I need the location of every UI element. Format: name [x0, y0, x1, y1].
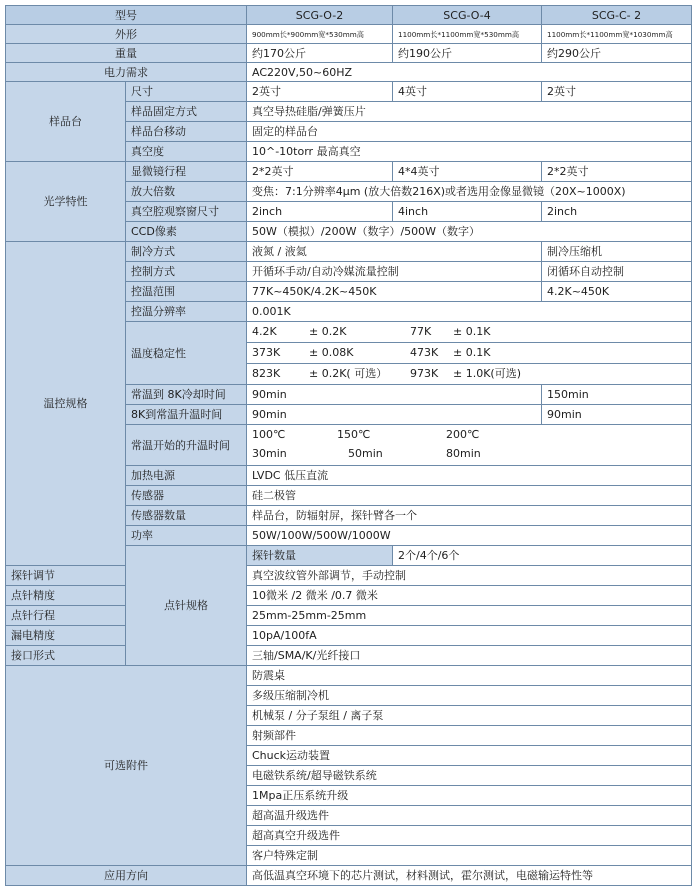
temp-cool-time-open: 90min — [247, 385, 542, 405]
accessories-category: 可选附件 — [6, 666, 247, 866]
temp-control-closed: 闭循环自动控制 — [542, 262, 692, 282]
temp-resolution-label: 控温分辨率 — [126, 302, 247, 322]
heat-temp: 100℃ — [252, 428, 286, 441]
application-value: 高低温真空环境下的芯片测试，材料测试，霍尔测试，电磁输运特性等 — [247, 866, 692, 886]
optics-magnification-value: 变焦：7:1分辨率4μm (放大倍数216X)或者选用金像显微镜（20X~1000X) — [247, 182, 692, 202]
temp-heat-time-label: 常温开始的升温时间 — [126, 425, 247, 466]
stage-size-3: 2英寸 — [542, 82, 692, 102]
temp-cooling-row — [6, 242, 692, 262]
accessory-item: 射频部件 — [247, 726, 692, 746]
optics-travel-1: 2*2英寸 — [247, 162, 393, 182]
stability-temp: 77K — [410, 325, 432, 338]
accessory-row — [6, 666, 692, 686]
shape-value-1: 900mm长*900mm宽*530mm高 — [247, 25, 393, 44]
temp-range-label: 控温范围 — [126, 282, 247, 302]
temp-sensor-label: 传感器 — [126, 486, 247, 506]
weight-value-3: 约290公斤 — [542, 44, 692, 63]
stage-vacuum-label: 真空度 — [126, 142, 247, 162]
heat-time: 30min — [252, 447, 287, 460]
stability-temp: 373K — [252, 346, 281, 359]
heat-time: 50min — [348, 447, 383, 460]
accessory-item: 多级压缩制冷机 — [247, 686, 692, 706]
accessory-item: 超高真空升级选件 — [247, 826, 692, 846]
accessory-item: 机械泵 / 分子泵组 / 离子泵 — [247, 706, 692, 726]
stability-line — [247, 363, 691, 384]
temp-control-open: 开循环手动/自动冷媒流量控制 — [247, 262, 542, 282]
stage-size-2: 4英寸 — [393, 82, 542, 102]
optics-window-1: 2inch — [247, 202, 393, 222]
spec-table — [5, 5, 692, 886]
stability-temp: 973K — [410, 367, 439, 380]
optics-magnification-label: 放大倍数 — [126, 182, 247, 202]
stage-moving-value: 固定的样品台 — [247, 122, 692, 142]
temp-control-label: 控制方式 — [126, 262, 247, 282]
stability-temp: 823K — [252, 367, 281, 380]
probe-travel-value: 25mm-25mm-25mm — [247, 606, 692, 626]
shape-value-3: 1100mm长*1100mm宽*1030mm高 — [542, 25, 692, 44]
temp-cooling-open: 液氮 / 液氦 — [247, 242, 542, 262]
temp-sensor-count-value: 样品台，防辐射屏，探针臂各一个 — [247, 506, 692, 526]
heat-temp: 200℃ — [446, 428, 480, 441]
temp-warm-time-label: 8K到常温升温时间 — [126, 405, 247, 425]
header-row — [6, 6, 692, 25]
probe-travel-row — [6, 606, 692, 626]
model-2: SCG-O-4 — [393, 6, 542, 25]
probe-leak-value: 10pA/100fA — [247, 626, 692, 646]
probe-interface-row — [6, 646, 692, 666]
stage-size-1: 2英寸 — [247, 82, 393, 102]
probe-precision-row — [6, 586, 692, 606]
stage-fixing-value: 真空导热硅脂/弹簧压片 — [247, 102, 692, 122]
weight-row — [6, 44, 692, 63]
probe-leak-row — [6, 626, 692, 646]
stage-size-row — [6, 82, 692, 102]
optics-ccd-label: CCD像素 — [126, 222, 247, 242]
temp-sensor-count-label: 传感器数量 — [126, 506, 247, 526]
temp-power-value: 50W/100W/500W/1000W — [247, 526, 692, 546]
stage-moving-label: 样品台移动 — [126, 122, 247, 142]
probe-leak-label: 漏电精度 — [6, 626, 126, 646]
temp-warm-time-closed: 90min — [542, 405, 692, 425]
model-1: SCG-O-2 — [247, 6, 393, 25]
temp-cool-time-closed: 150min — [542, 385, 692, 405]
optics-window-2: 4inch — [393, 202, 542, 222]
temp-cooling-closed: 制冷压缩机 — [542, 242, 692, 262]
application-label: 应用方向 — [6, 866, 247, 886]
probe-category: 点针规格 — [126, 546, 247, 666]
optics-travel-3: 2*2英寸 — [542, 162, 692, 182]
probe-precision-label: 点针精度 — [6, 586, 126, 606]
stage-size-label: 尺寸 — [126, 82, 247, 102]
optics-travel-row — [6, 162, 692, 182]
model-label: 型号 — [6, 6, 247, 25]
stability-line — [247, 322, 691, 342]
heat-temp: 150℃ — [337, 428, 371, 441]
power-value: AC220V,50~60HZ — [247, 63, 692, 82]
accessory-item: 1Mpa正压系统升级 — [247, 786, 692, 806]
application-row — [6, 866, 692, 886]
probe-count-label: 探针数量 — [247, 546, 393, 566]
temp-heater-label: 加热电源 — [126, 466, 247, 486]
stage-fixing-label: 样品固定方式 — [126, 102, 247, 122]
power-label: 电力需求 — [6, 63, 247, 82]
stability-tolerance: ± 1.0K(可选) — [453, 367, 522, 380]
power-row — [6, 63, 692, 82]
stability-tolerance: ± 0.1K — [453, 346, 491, 359]
heat-time: 80min — [446, 447, 481, 460]
accessory-item: 防震桌 — [247, 666, 692, 686]
stage-category: 样品台 — [6, 82, 126, 162]
stability-line — [247, 342, 691, 363]
temp-range-open: 77K~450K/4.2K~450K — [247, 282, 542, 302]
stability-temp: 473K — [410, 346, 439, 359]
shape-row — [6, 25, 692, 44]
shape-label: 外形 — [6, 25, 247, 44]
probe-adjust-label: 探针调节 — [6, 566, 126, 586]
probe-travel-label: 点针行程 — [6, 606, 126, 626]
probe-count-value: 2个/4个/6个 — [393, 546, 692, 566]
stability-tolerance: ± 0.08K — [309, 346, 354, 359]
temp-stability-label: 温度稳定性 — [126, 322, 247, 385]
weight-value-2: 约190公斤 — [393, 44, 542, 63]
shape-value-2: 1100mm长*1100mm宽*530mm高 — [393, 25, 542, 44]
heat-temps-line — [247, 425, 691, 444]
temp-resolution-value: 0.001K — [247, 302, 692, 322]
accessory-item: Chuck运动装置 — [247, 746, 692, 766]
probe-precision-value: 10微米 /2 微米 /0.7 微米 — [247, 586, 692, 606]
temp-heat-time-values — [247, 425, 692, 466]
optics-window-3: 2inch — [542, 202, 692, 222]
stage-vacuum-value: 10^-10torr 最高真空 — [247, 142, 692, 162]
heat-times-line — [247, 444, 691, 464]
temp-warm-time-open: 90min — [247, 405, 542, 425]
temp-sensor-value: 硅二极管 — [247, 486, 692, 506]
temp-heater-value: LVDC 低压直流 — [247, 466, 692, 486]
probe-interface-label: 接口形式 — [6, 646, 126, 666]
temp-cooling-label: 制冷方式 — [126, 242, 247, 262]
temp-cool-time-label: 常温到 8K冷却时间 — [126, 385, 247, 405]
accessory-item: 电磁铁系统/超导磁铁系统 — [247, 766, 692, 786]
probe-adjust-value: 真空波纹管外部调节，手动控制 — [247, 566, 692, 586]
accessory-item: 超高温升级选件 — [247, 806, 692, 826]
temp-stability-values — [247, 322, 692, 385]
optics-travel-2: 4*4英寸 — [393, 162, 542, 182]
probe-interface-value: 三轴/SMA/K/光纤接口 — [247, 646, 692, 666]
stability-tolerance: ± 0.2K( 可选） — [309, 367, 388, 380]
weight-value-1: 约170公斤 — [247, 44, 393, 63]
optics-window-label: 真空腔观察窗尺寸 — [126, 202, 247, 222]
probe-adjust-row — [6, 566, 692, 586]
optics-travel-label: 显微镜行程 — [126, 162, 247, 182]
stability-tolerance: ± 0.2K — [309, 325, 347, 338]
stability-tolerance: ± 0.1K — [453, 325, 491, 338]
temp-power-label: 功率 — [126, 526, 247, 546]
weight-label: 重量 — [6, 44, 247, 63]
optics-ccd-value: 50W（模拟）/200W（数字）/500W（数字） — [247, 222, 692, 242]
temp-category: 温控规格 — [6, 242, 126, 566]
model-3: SCG-C- 2 — [542, 6, 692, 25]
stability-temp: 4.2K — [252, 325, 277, 338]
accessory-item: 客户特殊定制 — [247, 846, 692, 866]
temp-range-closed: 4.2K~450K — [542, 282, 692, 302]
optics-category: 光学特性 — [6, 162, 126, 242]
